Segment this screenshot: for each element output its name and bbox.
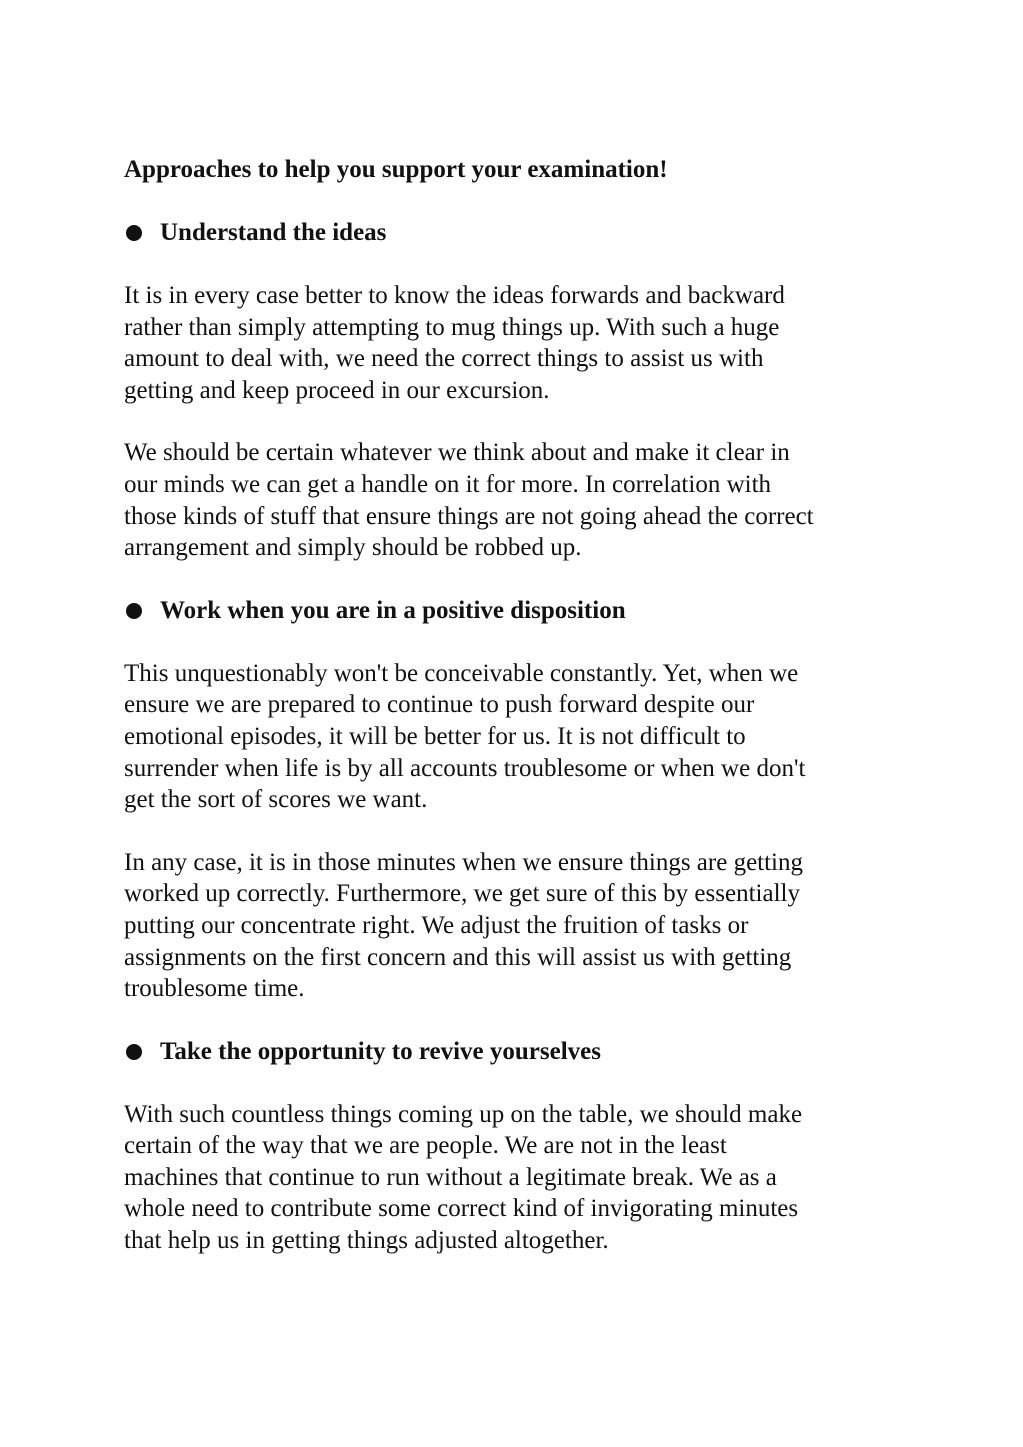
paragraph-line: amount to deal with, we need the correct things to assist us with [124, 345, 764, 373]
paragraph [124, 1099, 894, 1257]
paragraph-line: those kinds of stuff that ensure things are not going ahead the correct [124, 502, 814, 530]
paragraph-line: rather than simply attempting to mug things up. With such a huge [124, 313, 780, 341]
paragraph-line: We should be certain whatever we think about and make it clear in [124, 439, 790, 467]
bullet-icon [126, 1044, 142, 1060]
paragraph-line: It is in every case better to know the ideas forwards and backward [124, 282, 785, 309]
paragraph-line: In any case, it is in those minutes when we ensure things are getting [124, 848, 804, 876]
bullet-icon [126, 225, 142, 241]
paragraph-line: assignments on the first concern and this will assist us with getting [124, 943, 792, 971]
paragraph-line: get the sort of scores we want. [124, 786, 428, 814]
section-heading-text: Understand the ideas [160, 219, 387, 246]
paragraph-line: that help us in getting things adjusted altogether. [124, 1227, 609, 1255]
document-page [124, 154, 894, 1288]
paragraph-line: putting our concentrate right. We adjust the fruition of tasks or [124, 911, 749, 939]
paragraph-line: certain of the way that we are people. We are not in the least [124, 1132, 727, 1160]
paragraph-line: ensure we are prepared to continue to push forward despite our [124, 691, 755, 719]
section-heading-text: Work when you are in a positive disposition [160, 596, 626, 624]
paragraph-line: With such countless things coming up on the table, we should make [124, 1100, 803, 1128]
paragraph-line: emotional episodes, it will be better for us. It is not difficult to [124, 722, 746, 750]
section-heading [124, 595, 894, 627]
paragraph [124, 437, 894, 563]
section-heading [124, 217, 894, 249]
paragraph [124, 280, 894, 406]
paragraph-line: our minds we can get a handle on it for more. In correlation with [124, 470, 772, 498]
bullet-icon [126, 603, 142, 619]
paragraph-line: worked up correctly. Furthermore, we get sure of this by essentially [124, 880, 800, 908]
section-heading-text: Take the opportunity to revive yourselves [160, 1037, 601, 1065]
paragraph [124, 847, 894, 1005]
paragraph-line: troublesome time. [124, 975, 305, 1003]
document-title: Approaches to help you support your examination! [124, 156, 668, 183]
section-heading [124, 1036, 894, 1068]
paragraph-line: getting and keep proceed in our excursion. [124, 376, 550, 404]
paragraph-line: machines that continue to run without a legitimate break. We as a [124, 1163, 777, 1191]
paragraph-line: surrender when life is by all accounts troublesome or when we don't [124, 754, 806, 782]
paragraph-line: arrangement and simply should be robbed up. [124, 534, 582, 562]
paragraph-line: This unquestionably won't be conceivable constantly. Yet, when we [124, 659, 799, 687]
paragraph [124, 658, 894, 816]
paragraph-line: whole need to contribute some correct kind of invigorating minutes [124, 1195, 799, 1223]
